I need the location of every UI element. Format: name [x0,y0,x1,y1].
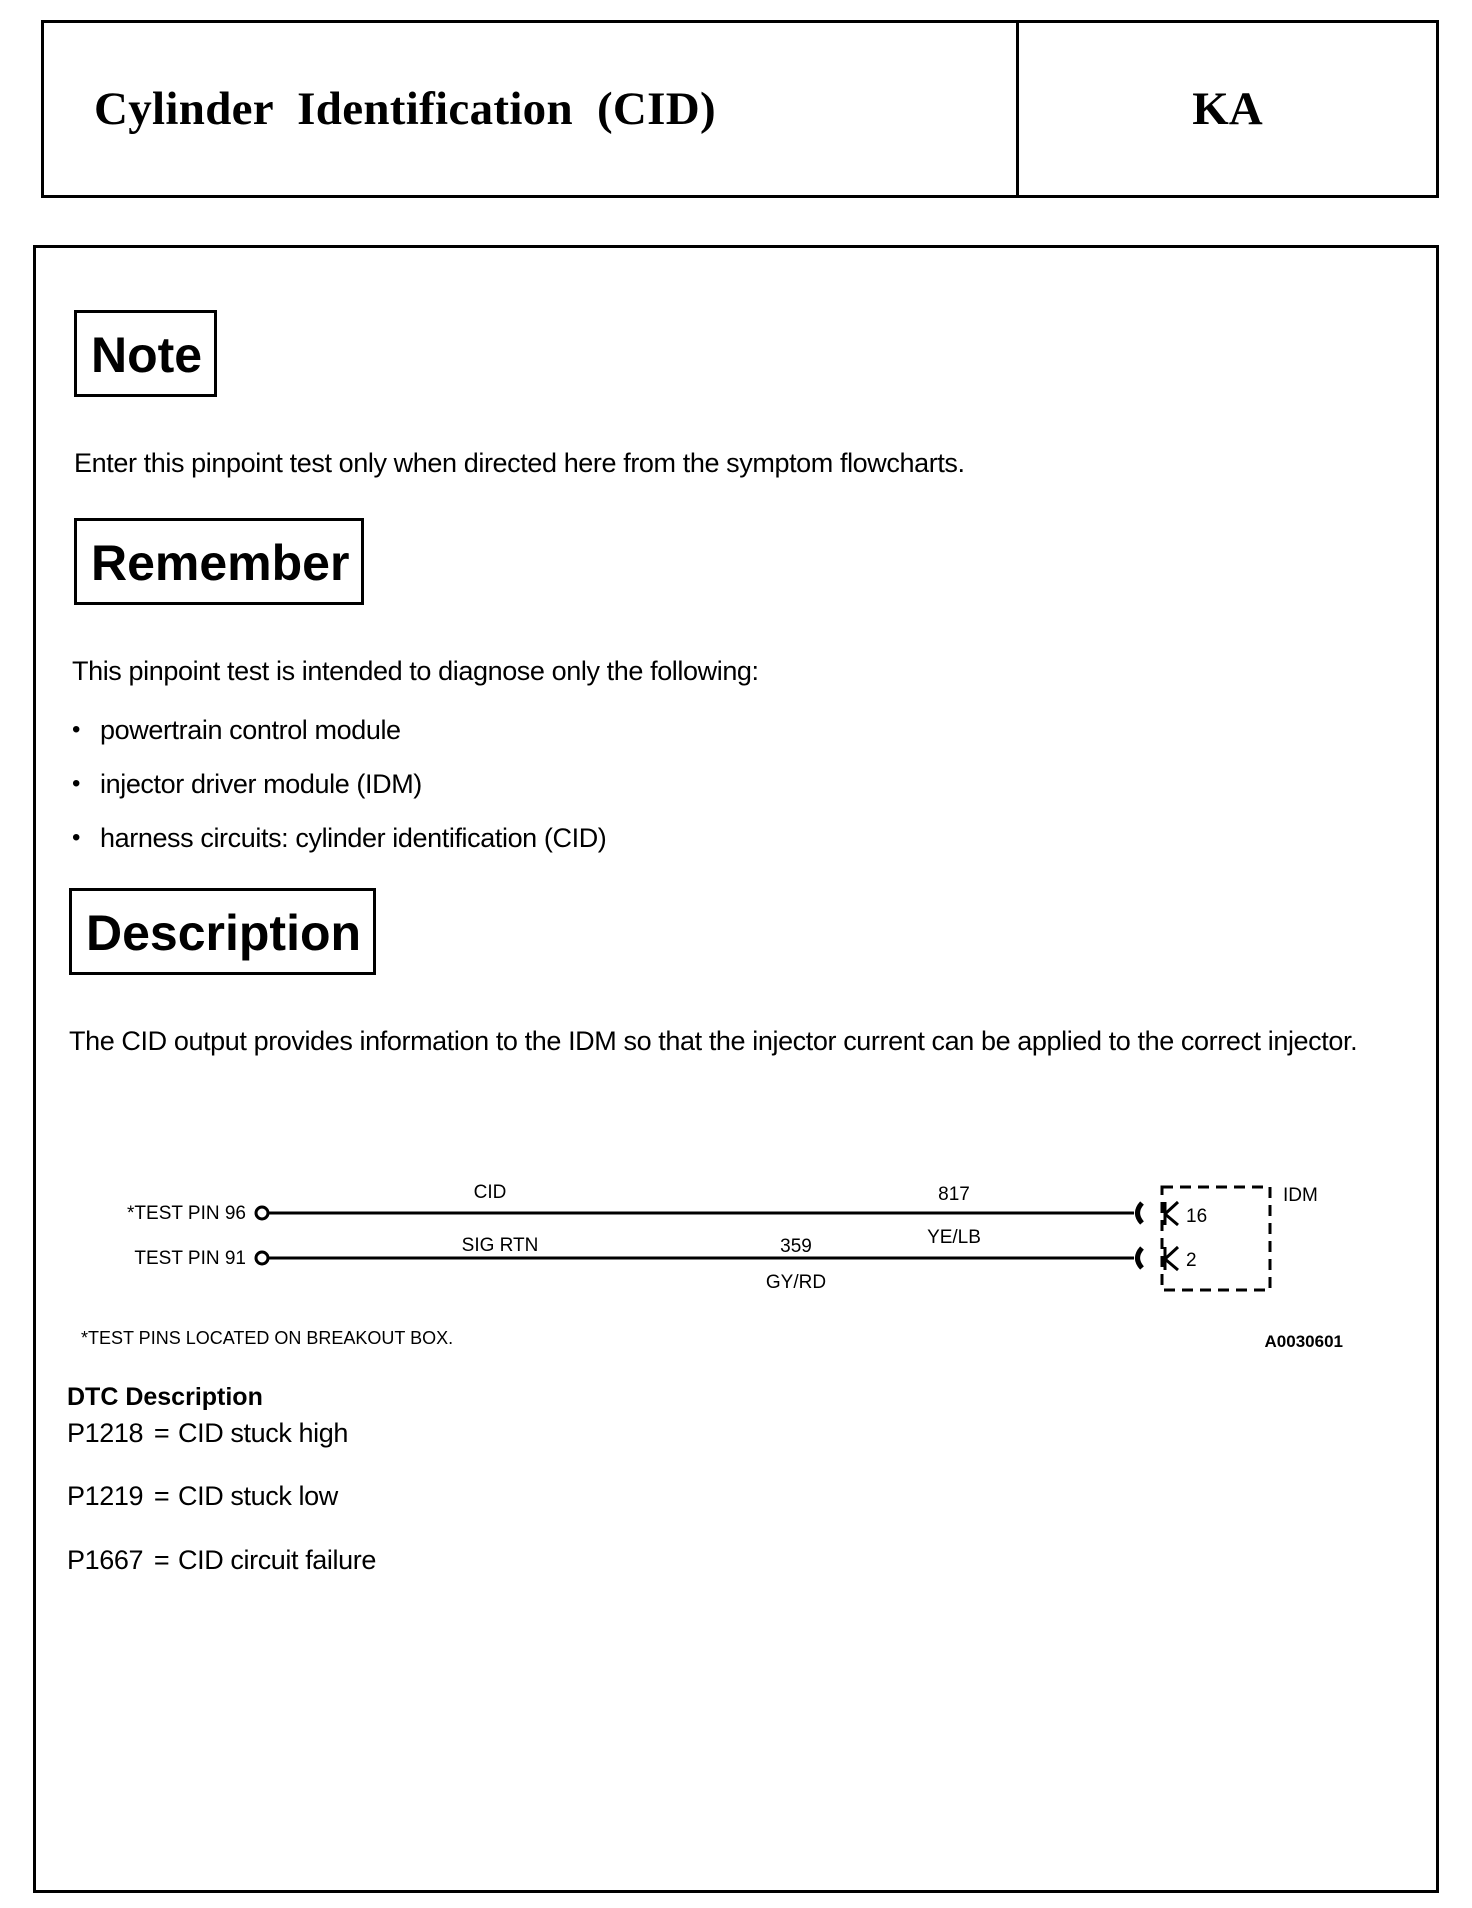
bullet-icon: • [72,770,81,797]
dtc-row [67,1545,376,1576]
idm-pin-16-label: 16 [1186,1206,1208,1227]
connector-2-pin-icon [1165,1247,1178,1270]
dtc-code: P1219 [67,1481,144,1511]
header-box [41,20,1439,198]
cid-wire-color: YE/LB [927,1227,981,1248]
header-title-cell [44,23,1019,195]
list-item [72,757,606,811]
figure-id: A0030601 [1264,1332,1343,1351]
dtc-row [67,1481,338,1512]
dtc-row [67,1418,348,1449]
dtc-equals: = [153,1545,170,1575]
sig-rtn-wire-number: 359 [780,1236,812,1257]
connector-16-pin-icon [1165,1202,1178,1225]
dtc-heading: DTC Description [67,1383,263,1411]
diagram-footnote: *TEST PINS LOCATED ON BREAKOUT BOX. [81,1328,454,1348]
test-code: KA [1192,83,1263,135]
bullet-icon: • [72,824,81,851]
idm-pin-2-label: 2 [1186,1250,1197,1271]
test-pin-96-label: *TEST PIN 96 [127,1203,246,1224]
note-text: Enter this pinpoint test only when directed here from the symptom flowcharts. [74,448,965,478]
wiring-diagram [36,1128,1436,1378]
dtc-equals: = [153,1481,170,1511]
test-pin-96-terminal [256,1207,268,1219]
sig-rtn-wire-label: SIG RTN [461,1235,539,1256]
remember-heading: Remember [74,518,364,605]
main-content-box [33,245,1439,1893]
dtc-text: CID circuit failure [178,1545,376,1575]
description-text: The CID output provides information to the IDM so that the injector current can be applied to the correct injector. [69,1026,1358,1056]
list-item [72,811,606,865]
dtc-equals: = [153,1418,170,1448]
cid-wire-number: 817 [938,1184,970,1205]
list-item-text: harness circuits: cylinder identification (CID) [100,822,607,853]
page-title: Cylinder Identification (CID) [94,83,716,135]
bullet-icon: • [72,716,81,743]
list-item-text: powertrain control module [100,714,401,745]
note-heading: Note [74,310,217,397]
list-item-text: injector driver module (IDM) [100,768,422,799]
test-pin-91-label: TEST PIN 91 [134,1248,246,1269]
cid-wire-label: CID [473,1182,507,1203]
remember-intro: This pinpoint test is intended to diagnose only the following: [72,656,759,686]
list-item [72,703,606,757]
remember-list [72,703,606,865]
idm-label: IDM [1283,1185,1318,1206]
connector-2-socket-icon [1138,1248,1143,1268]
connector-16-socket-icon [1138,1203,1143,1223]
dtc-text: CID stuck low [178,1481,338,1511]
header-code-cell [1019,23,1436,195]
description-heading: Description [69,888,376,975]
dtc-code: P1218 [67,1418,144,1448]
dtc-text: CID stuck high [178,1418,348,1448]
test-pin-91-terminal [256,1252,268,1264]
sig-rtn-wire-color: GY/RD [765,1272,827,1293]
dtc-code: P1667 [67,1545,144,1575]
